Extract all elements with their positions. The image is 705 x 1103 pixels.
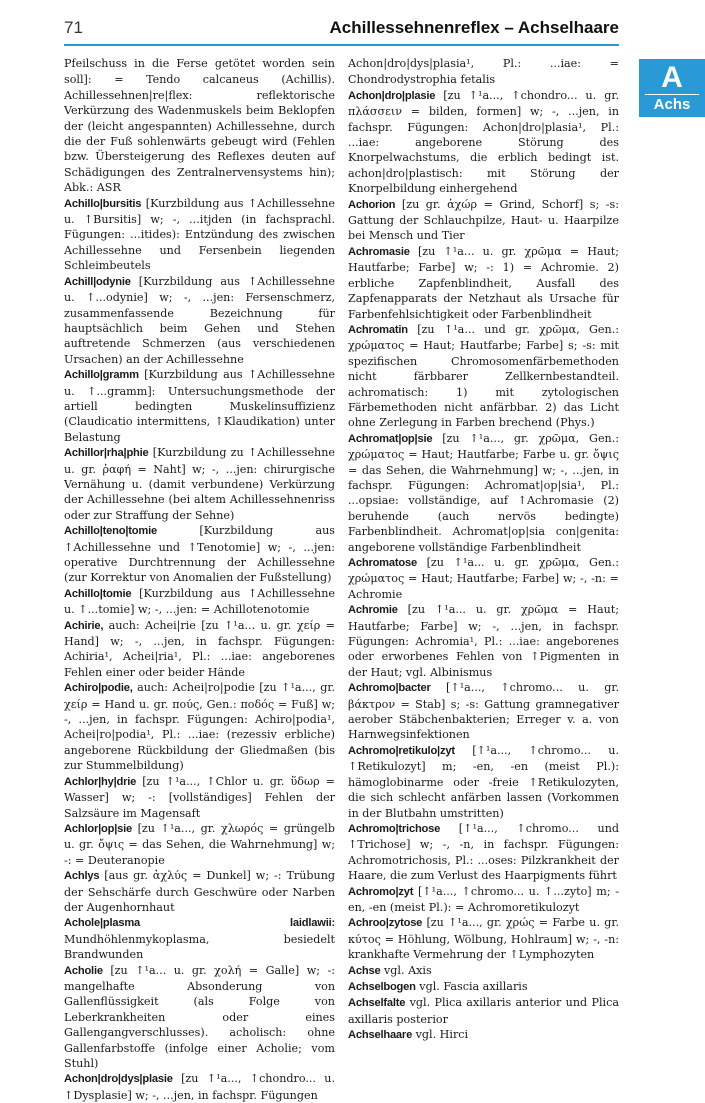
- thumb-tab-letter: A: [661, 61, 683, 94]
- entry-headword: Achillo|teno|tomie: [64, 525, 157, 538]
- entry-definition: Pfeilschuss in die Ferse getötet worden sein soll]: = Tendo calcaneus (Achillis). Achillessehnen|re|flex: reflektorische Verkürzung des Wadenmuskels beim Beklopfen der (leicht angespannten) Achillessehne, durch die der Fuß sohlenwärts gebeugt wird (Fehlen bzw. Übersteigerung des Reflexes deuten auf Schädigungen des Zentralnervensystems hin); Abk.: ASR: [64, 57, 335, 195]
- entry-definition: [Kurzbildung aus ↑Achillessehne u. ↑...gramm]: Untersuchungsmethode der artiell bedingten Muskelinsuffizienz (Claudicatio intermittens, ↑Klaudikation) unter Belastung: [64, 368, 335, 444]
- entry-definition: [↑¹a..., ↑chromo... und ↑Trichose] w; -, -n, in fachspr. Fügungen: Achromotrichosis, Pl.: ...oses: Pilzkrankheit der Haare, die zum Verlust des Haarpigments führt: [348, 821, 619, 883]
- entry-definition: [Kurzbildung aus ↑Achillessehne u. ↑...odynie] w; -, ...jen: Fersenschmerz, zusammenfassende Bezeichnung für hauptsächlich beim Gehen und Stehen auftretende Schmerzen (aus verschiedenen Ursachen) an der Achillessehne: [64, 274, 335, 366]
- entry-headword: Achselhaare: [348, 1029, 413, 1042]
- dictionary-entry: [348, 431, 619, 555]
- dictionary-entry: [348, 1027, 619, 1043]
- dictionary-entry: [348, 244, 619, 322]
- entry-headword: Achillo|tomie: [64, 587, 132, 600]
- entry-headword: Achirie,: [64, 619, 104, 632]
- entry-headword: Achromasie: [348, 245, 410, 258]
- dictionary-entry: [64, 196, 335, 274]
- dictionary-entry: [348, 963, 619, 979]
- entry-headword: Achromo|zyt: [348, 885, 414, 898]
- page-number: 71: [64, 18, 83, 37]
- dictionary-entry: [348, 197, 619, 244]
- entry-definition: [Kurzbildung aus ↑Achillessehne u. ↑Bursitis] w; -, ...itjden (in fachsprachl. Fügungen: ...itides): Entzündung des zwischen Achillessehne und Fersenbein liegenden Schleimbeutels: [64, 196, 335, 273]
- entry-definition: vgl. Axis: [384, 963, 432, 977]
- entry-definition: [zu ↑¹a..., ↑Chlor u. gr. ὕδωρ = Wasser] w; -: [vollständiges] Fehlen der Salzsäure im Magensaft: [64, 774, 335, 820]
- entry-definition: auch: Achei|rie [zu ↑¹a... u. gr. χείρ = Hand] w; -, ...jen, in fachspr. Fügungen: Achiria¹, Achei|ria¹, Pl.: ...iae: angeborenes Fehlen einer oder beider Hände: [64, 618, 335, 679]
- entry-headword: Achromatin: [348, 323, 408, 336]
- dictionary-entry: [64, 821, 335, 868]
- entry-headword: Achromo|bacter: [348, 682, 431, 695]
- entry-definition: [↑¹a..., ↑chromo... u. gr. βάκτρον = Stab] s; -s: Gattung gramnegativer aerober Stäbchenbakterien; Erreger v. a. von Harnwegsinfektionen: [348, 681, 619, 742]
- entry-headword: Achromatose: [348, 557, 417, 569]
- entry-definition: vgl. Fascia axillaris: [419, 979, 528, 993]
- dictionary-entry: [348, 915, 619, 962]
- entry-definition: [Kurzbildung aus ↑Achillessehne u. ↑...tomie] w; -, ...jen: = Achillotenotomie: [64, 586, 335, 617]
- entry-definition: [Kurzbildung aus ↑Achillessehne und ↑Tenotomie] w; -, ...jen: operative Durchtrennung der Achillessehne (zur Korrektur von Anomalien der Fußstellung): [64, 524, 335, 585]
- entry-headword: Achiro|podie,: [64, 682, 133, 695]
- thumb-index-tab: [639, 59, 705, 117]
- entry-definition: [zu ↑¹a... u. gr. χρῶμα, Gen.: χρώματος = Haut; Hautfarbe; Farbe] w; -, -n: = Achromie: [348, 556, 620, 601]
- page-header: [64, 18, 619, 42]
- entry-headword: Achon|dro|plasie: [348, 89, 436, 102]
- entry-definition: Achon|dro|dys|plasia¹, Pl.: ...iae: = Chondrodystrophia fetalis: [348, 57, 619, 87]
- dictionary-entry: [64, 963, 335, 1072]
- dictionary-entry: [64, 445, 335, 523]
- entry-headword: Achromie: [348, 604, 398, 617]
- entry-headword: Achillo|bursitis: [64, 197, 142, 210]
- entry-headword: Achlys: [64, 870, 100, 883]
- entry-definition: [Kurzbildung zu ↑Achillessehne u. gr. ῥαφή = Naht] w; -, ...jen: chirurgische Vernähung u. (damit verbundene) Verkürzung der Achillessehne (bei altem Achillessehnenriss oder zur Straffung der Sehne): [64, 446, 335, 522]
- entry-headword: Achillor|rha|phie: [64, 447, 149, 460]
- entry-headword: Achlor|hy|drie: [64, 775, 137, 788]
- entry-headword: Achselfalte: [348, 997, 406, 1010]
- dictionary-entry: [64, 56, 335, 196]
- entry-headword: Achorion: [348, 198, 396, 211]
- dictionary-entry: [64, 618, 335, 681]
- entry-headword: Achroo|zytose: [348, 917, 423, 930]
- running-head: Achillessehnenreflex – Achselhaare: [329, 18, 619, 37]
- entry-definition: vgl. Hirci: [415, 1028, 469, 1042]
- entry-definition: [zu ↑¹a... u. gr. χρῶμα = Haut; Hautfarbe; Farbe] w; -: 1) = Achromie. 2) erbliche Zapfenblindheit, Ausfall des Zapfenapparats der Netzhaut als Ursache für Farbenfehlsichtigkeit oder Farbenblindheit: [348, 244, 619, 321]
- dictionary-entry: [348, 979, 619, 995]
- dictionary-entry: [64, 367, 335, 445]
- dictionary-entry: [64, 915, 335, 962]
- dictionary-entry: [348, 995, 619, 1027]
- dictionary-entry: [348, 680, 619, 743]
- entry-definition: [↑¹a..., ↑chromo... u. ↑...zyto] m; -en, -en (meist Pl.): = Achromoretikulozyt: [348, 884, 619, 914]
- dictionary-entry: [64, 1071, 335, 1103]
- dictionary-entry: [64, 523, 335, 586]
- entry-definition: [zu ↑¹a..., gr. χρώς = Farbe u. gr. κύτος = Höhlung, Wölbung, Hohlraum] w; -, -n: krankhafte Vermehrung der ↑Lymphozyten: [348, 916, 619, 962]
- dictionary-entry: [348, 555, 619, 602]
- entry-definition: auch: Achei|ro|podie [zu ↑¹a..., gr. χείρ = Hand u. gr. πούς, Gen.: ποδός = Fuß] w; -, ...jen, in fachspr. Fügungen: Achiro|podia¹, Achei|ro|podia¹, Pl.: ...iae: (rezessiv erbliche) angeborene Rückbildung der Gliedmaßen (bis zur Stummelbildung): [64, 681, 335, 773]
- entry-definition: [zu gr. ἀχώρ = Grind, Schorf] s; -s: Gattung der Schlauchpilze, Haut- u. Haarpilze bei Mensch und Tier: [348, 197, 620, 243]
- entry-definition: [zu ↑¹a... und gr. χρῶμα, Gen.: χρώματος = Haut; Hautfarbe; Farbe] s; -s: mit spezifischen Chromosomenfärbemethoden nicht färbbarer Zellkernbestandteil. achromatisch: 1) mit zytologischen Färbemethoden nicht anfärbbar. 2) das Licht ohne Zerlegung in Farben brechend (Phys.): [348, 322, 619, 430]
- dictionary-entry: [348, 602, 619, 680]
- entry-headword: Achse: [348, 964, 381, 977]
- dictionary-entry: [348, 821, 619, 884]
- entry-definition: [zu ↑¹a..., ↑chondro... u. gr. πλάσσειν = bilden, formen] w; -, ...jen, in fachspr. Fügungen: Achon|dro|plasia¹, Pl.: ...iae: angeborene Störung des Knorpelwachstums, die erblich bedingt ist. achon|dro|plastisch: mit Störung der Knorpelbildung einhergehend: [348, 88, 619, 196]
- left-column: [64, 56, 336, 1102]
- entry-definition: [zu ↑¹a..., gr. χλωρός = grüngelb u. gr. ὄψις = das Sehen, die Wahrnehmung] w; -: = Deuteranopie: [64, 821, 335, 867]
- entry-headword: Achromo|trichose: [348, 822, 441, 835]
- dictionary-entry: [348, 884, 619, 916]
- entry-definition: [↑¹a..., ↑chromo... u. ↑Retikulozyt] m; -en, -en (meist Pl.): hämoglobinarme oder -freie ↑Retikulozyten, die sich schlecht anfärben lassen (Vorkommen in der Blutbahn umstritten): [348, 743, 619, 820]
- entry-definition: [aus gr. ἀχλύς = Dunkel] w; -: Trübung der Sehschärfe durch Geschwüre oder Narben der Augenhornhaut: [64, 869, 335, 914]
- entry-definition: [zu ↑¹a... u. gr. χολή = Galle] w; -: mangelhafte Absonderung von Gallenflüssigkeit (als Folge von Leberkrankheiten oder eines Gallengangverschlusses). acholisch: ohne Gallenfarbstoffe (infolge einer Acholie; vom Stuhl): [64, 963, 335, 1070]
- thumb-tab-word: Achs: [653, 96, 691, 113]
- entry-definition: vgl. Plica axillaris anterior und Plica axillaris posterior: [348, 996, 619, 1026]
- header-rule: [64, 44, 619, 46]
- entry-headword: Achromo|retikulo|zyt: [348, 744, 455, 757]
- entry-headword: Acholie: [64, 964, 103, 977]
- dictionary-entry: [64, 774, 335, 821]
- entry-definition: Mundhöhlenmykoplasma, besiedelt Brandwunden: [64, 932, 335, 962]
- dictionary-entry: [64, 868, 335, 915]
- dictionary-entry: [348, 56, 619, 88]
- entry-definition: [zu ↑¹a..., gr. χρῶμα, Gen.: χρώματος = Haut; Hautfarbe; Farbe u. gr. ὄψις = das Sehen, die Wahrnehmung] w; -, ...jen, in fachspr. Fügungen: Achromat|op|sia¹, Pl.: ...opsiae: vollständige, auf ↑Achromasie (2) beruhende (auch nervös bedingte) Farbenblindheit. Achromat|op|sia con|genita: angeborene vollständige Farbenblindheit: [348, 431, 620, 554]
- entry-headword: Achon|dro|dys|plasie: [64, 1073, 173, 1086]
- entry-headword: Achlor|op|sie: [64, 822, 133, 835]
- dictionary-entry: [348, 743, 619, 821]
- entry-headword: Achromat|op|sie: [348, 432, 433, 445]
- dictionary-entry: [348, 88, 619, 197]
- entry-headword: Achillo|gramm: [64, 369, 139, 382]
- entry-definition: [zu ↑¹a... u. gr. χρῶμα = Haut; Hautfarbe; Farbe] w; -, ...jen, in fachspr. Fügungen: Achromia¹, Pl.: ...iae: angeborenes oder erworbenes Fehlen von ↑Pigmenten in der Haut; vgl. Albinismus: [348, 603, 619, 679]
- dictionary-entry: [64, 274, 335, 367]
- dictionary-entry: [348, 322, 619, 431]
- entry-headword: Achill|odynie: [64, 275, 131, 288]
- entry-headword: Achselbogen: [348, 980, 416, 993]
- dictionary-entry: [64, 680, 335, 773]
- entry-headword: Achole|plasma laidlawii:: [64, 917, 335, 930]
- right-column: [348, 56, 620, 1042]
- dictionary-entry: [64, 586, 335, 618]
- entry-definition: [zu ↑¹a..., ↑chondro... u. ↑Dysplasie] w; -, ...jen, in fachspr. Fügungen: [64, 1072, 336, 1102]
